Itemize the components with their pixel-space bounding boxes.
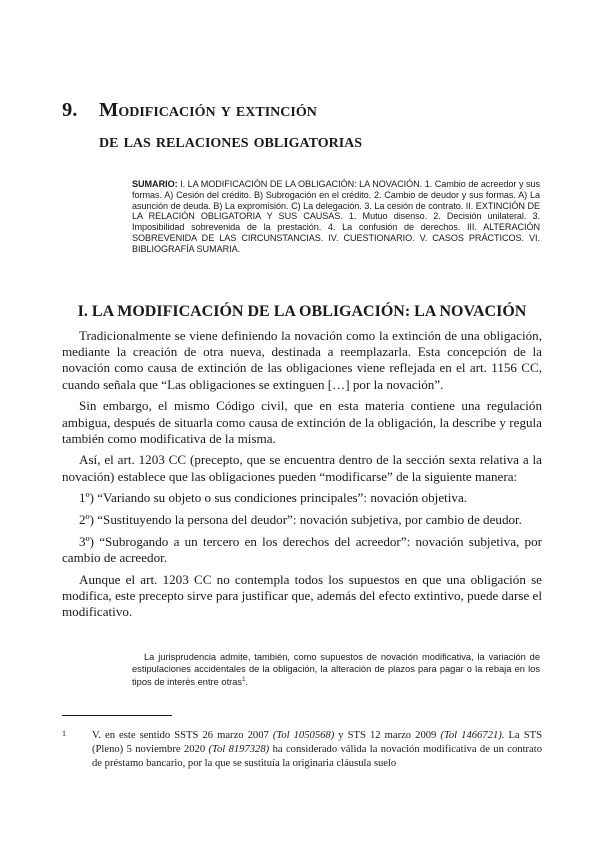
paragraph: Tradicionalmente se viene definiendo la novación como la extinción de una obligación, mediante la creación de otra nueva, destinada a reemplazarla. Esta concepción de la novación como causa de extinción de las obligaciones viene reflejada en el art. 1156 CC, cuando señala que “Las obligaciones se extinguen […] por la novación”.: [62, 328, 542, 392]
footnote-text-part: V. en este sentido SSTS 26 marzo 2007: [92, 730, 273, 741]
footnote-number: 1: [62, 729, 66, 738]
chapter-title: [62, 95, 542, 157]
citation-ref: (Tol 8197328): [208, 743, 270, 755]
body-text: [62, 328, 542, 626]
summary-label: SUMARIO:: [132, 179, 178, 189]
list-item: 1º) “Variando su objeto o sus condiciones principales”: novación objetiva.: [79, 490, 468, 506]
chapter-title-text-1: Modificación y extinción: [99, 99, 317, 121]
chapter-title-line-2: de las relaciones obligatorias: [99, 130, 363, 152]
footnote-text-part: ha considerado válida la novación modificativa de un contrato de préstamo bancario, por la que se sustituía la originaria cláusula suelo: [92, 743, 542, 769]
footnote-divider: [62, 715, 172, 716]
chapter-title-line-1: [62, 95, 542, 126]
section-heading: I. LA MODIFICACIÓN DE LA OBLIGACIÓN: LA NOVACIÓN: [77, 303, 527, 320]
quote-text: La jurisprudencia admite, también, como supuestos de novación modificativa, la variación de estipulaciones accidentales de la obligación, la alteración de plazos para pagar o la rebaja en los tipos de interés entre otras: [132, 652, 540, 687]
summary-text: I. LA MODIFICACIÓN DE LA OBLIGACIÓN: LA NOVACIÓN. 1. Cambio de acreedor y sus formas. A) Cesión del crédito. B) Subrogación en el crédito. 2. Cambio de deudor y sus formas. A) La asunción de deuda. B) La expromisión. C) La delegación. 3. La cesión de contrato. II. EXTINCIÓN DE LA RELACIÓN OBLIGATORIA Y SUS CAUSAS. 1. Mutuo disenso. 2. Decisión unilateral. 3. Imposibilidad sobrevenida de la prestación. 4. La confusión de derechos. III. ALTERACIÓN SOBREVENIDA DE LAS CIRCUNSTANCIAS. IV. CUESTIONARIO. V. CASOS PRÁCTICOS. VI. BIBLIOGRAFÍA SUMARIA.: [132, 179, 540, 254]
list-item: 3º) “Subrogando a un tercero en los derechos del acreedor”: novación subjetiva, por cambio de acreedor.: [62, 533, 542, 565]
footnote-text-part: La STS (Pleno) 5 noviembre 2020: [92, 730, 542, 755]
footnote-text: [92, 729, 542, 770]
citation-ref: (Tol 1466721).: [440, 730, 505, 741]
citation-ref: (Tol 1050568): [272, 730, 335, 741]
footnote: [62, 729, 542, 770]
paragraph: Sin embargo, el mismo Código civil, que en esta materia contiene una regulación ambigua, después de situarla como causa de extinción de la obligación, la describe y regula también como modificativa de la misma.: [62, 398, 542, 446]
paragraph: Aunque el art. 1203 CC no contempla todos los supuestos en que una obligación se modifica, este precepto sirve para justificar que, además del efecto extintivo, puede darse el modificativo.: [62, 571, 542, 620]
chapter-number: 9.: [62, 99, 78, 121]
footnote-ref[interactable]: 1: [242, 676, 246, 683]
block-quote: La jurisprudencia admite, también, como supuestos de novación modificativa, la variación de estipulaciones accidentales de la obligación, la alteración de plazos para pagar o la rebaja en los tipos de interés entre otras$^1$.: [132, 652, 540, 687]
list-item: 2º) “Sustituyendo la persona del deudor”: novación subjetiva, por cambio de deudor.: [79, 512, 522, 528]
footnote-text-part: y STS 12 marzo 2009: [334, 730, 441, 741]
chapter-summary: [132, 179, 540, 255]
paragraph: Así, el art. 1203 CC (precepto, que se encuentra dentro de la sección sexta relativa a la novación) establece que las obligaciones pueden “modificarse” de la siguiente manera:: [62, 452, 542, 484]
